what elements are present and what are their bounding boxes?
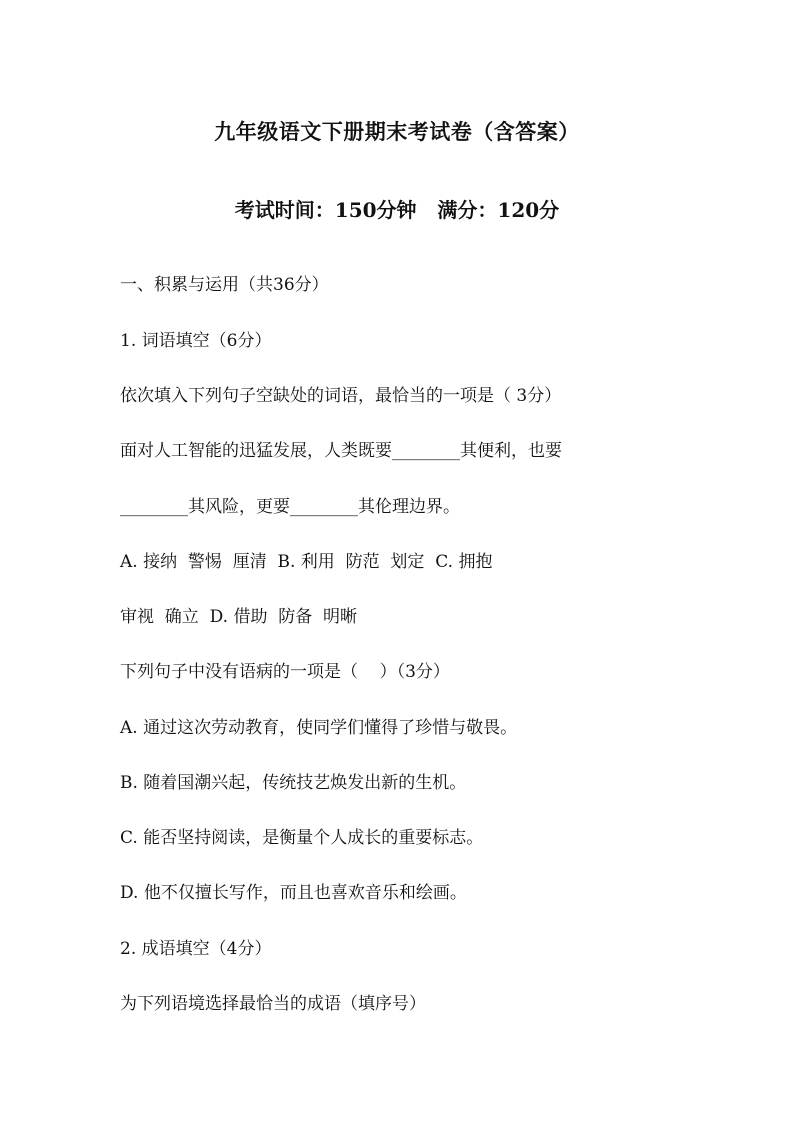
question-heading: 2. 成语填空（4分） <box>120 939 272 959</box>
answer-options: A. 接纳 警惕 厘清 B. 利用 防范 划定 C. 拥抱 <box>120 552 493 572</box>
question-prompt: 下列句子中没有语病的一项是（ ）（3分） <box>120 662 450 682</box>
question-text: 面对人工智能的迅猛发展，人类既要________其便利，也要 <box>120 441 562 461</box>
answer-option: A. 通过这次劳动教育，使同学们懂得了珍惜与敬畏。 <box>120 718 518 738</box>
answer-option: B. 随着国潮兴起，传统技艺焕发出新的生机。 <box>120 773 467 793</box>
exam-info: 考试时间：150分钟 满分：120分 <box>234 198 560 222</box>
question-heading: 1. 词语填空（6分） <box>120 331 272 351</box>
section-heading: 一、积累与运用（共36分） <box>120 275 329 295</box>
question-prompt: 依次填入下列句子空缺处的词语，最恰当的一项是（ 3分） <box>120 386 562 406</box>
document-title: 九年级语文下册期末考试卷（含答案） <box>214 119 580 144</box>
question-prompt: 为下列语境选择最恰当的成语（填序号） <box>120 994 426 1014</box>
question-text: ________其风险，更要________其伦理边界。 <box>120 497 460 517</box>
answer-option: D. 他不仅擅长写作，而且也喜欢音乐和绘画。 <box>120 883 467 903</box>
answer-option: C. 能否坚持阅读，是衡量个人成长的重要标志。 <box>120 828 484 848</box>
answer-options: 审视 确立 D. 借助 防备 明晰 <box>120 607 358 627</box>
